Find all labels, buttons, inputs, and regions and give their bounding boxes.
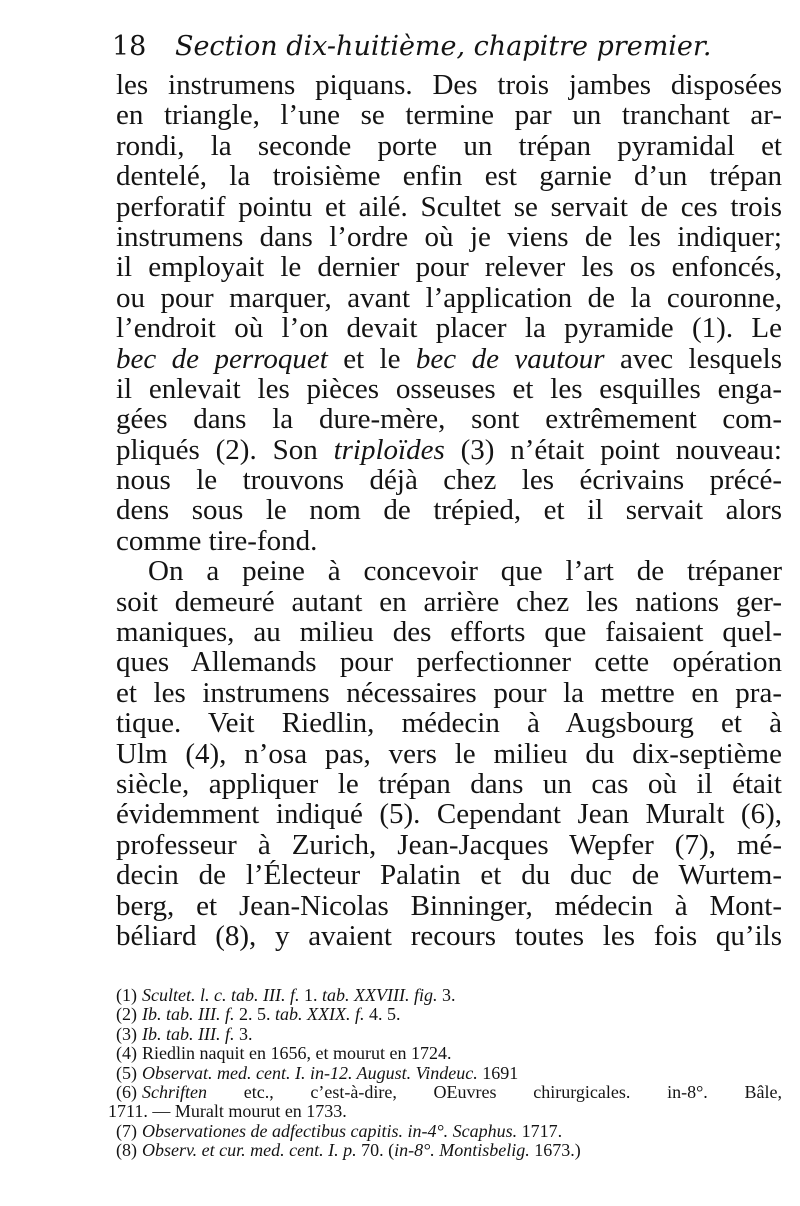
running-title: Section dix-huitième, chapitre premier. [174,31,712,62]
footnote-number: (3) [116,1024,137,1044]
text-line: évidemment indiqué (5). Cependant Jean Muralt (6), [116,799,782,830]
footnote-number: (8) [116,1141,137,1161]
text-segment: pliqués (2). Son [116,434,334,466]
text-line: tique. Veit Riedlin, médecin à Augsbourg et à [116,708,782,739]
footnote [116,1044,782,1063]
italic-ref: Scultet. l. c. tab. III. f. [142,986,300,1005]
text-line: comme tire-fond. [116,525,318,557]
text-line: soit demeuré autant en arrière chez les nations ger- [116,586,782,618]
text-segment: et le [327,343,416,374]
text-line: dens sous le nom de trépied, et il servait alors [116,495,782,526]
italic-ref: in-8°. Montisbelig. [394,1141,530,1161]
footnote [116,1083,782,1102]
italic-ref: Ib. tab. III. f. [142,1005,235,1025]
italic-ref: Ib. tab. III. f. [142,1024,235,1044]
page-number: 18 [112,31,147,62]
text-line: siècle, appliquer le trépan dans un cas où il était [116,768,782,800]
italic-ref: Observ. et cur. med. cent. I. p. [142,1141,357,1161]
text-line: maniques, au milieu des efforts que faisaient quel- [116,617,782,648]
body-text [116,70,782,951]
text-segment: 1691 [477,1063,519,1083]
text-line: On a peine à concevoir que l’art de trépaner [148,556,782,587]
text-line: béliard (8), y avaient recours toutes les fois qu’ils [116,920,782,952]
italic-ref: tab. XXVIII. fig. [321,986,438,1005]
text-segment: 1711. — Muralt mourut en 1733. [108,1102,347,1122]
text-segment: 1. [299,986,322,1005]
text-segment: 1673.) [529,1141,581,1161]
italic-ref: tab. XXIX. f. [274,1005,365,1025]
text-line [116,435,782,465]
footnote-number: (1) [116,986,137,1005]
text-line: dentelé, la troisième enfin est garnie d’un trépan [116,161,782,192]
italic-ref: Schriften [142,1082,207,1102]
footnote [116,1141,782,1160]
footnote [116,1064,782,1083]
text-line: il enlevait les pièces osseuses et les esquilles enga- [116,373,782,405]
italic-ref: Observationes de adfectibus capitis. in-4°. Scaphus. [142,1121,518,1141]
text-segment: Riedlin naquit en 1656, et mourut en 1724. [142,1044,452,1064]
text-line: berg, et Jean-Nicolas Binninger, médecin à Mont- [116,890,782,921]
running-header [112,30,752,64]
footnote-continuation [108,1102,782,1121]
text-line: nous le trouvons déjà chez les écrivains précé- [116,465,782,496]
text-line: rondi, la seconde porte un trépan pyramidal et [116,130,782,162]
text-line: ques Allemands pour perfectionner cette opération [116,647,782,678]
footnote [116,1025,782,1044]
text-segment: 4. 5. [364,1005,401,1025]
text-line: et les instrumens nécessaires pour la mettre en pra- [116,677,782,709]
footnote-number: (5) [116,1063,137,1083]
text-line: l’endroit où l’on devait placer la pyramide (1). Le [116,313,782,344]
footnote-number: (6) [116,1082,137,1102]
text-segment: avec lesquels [604,343,782,374]
text-segment: (3) n’était point nouveau: [444,434,782,466]
text-segment: 70. ( [356,1141,395,1161]
text-segment: etc., c’est-à-dire, OEuvres chirurgicales. in-8°. Bâle, [207,1082,782,1102]
text-line: instrumens dans l’ordre où je viens de les indiquer; [116,221,782,253]
footnote-number: (7) [116,1121,137,1141]
italic-term: bec de perroquet [116,343,328,374]
italic-term: bec de vautour [415,343,605,374]
text-line: gées dans la dure-mère, sont extrêmement com- [116,404,782,435]
text-line: Ulm (4), n’osa pas, vers le milieu du dix-septième [116,738,782,769]
text-segment: 2. 5. [234,1005,275,1025]
text-line: il employait le dernier pour relever les os enfoncés, [116,252,782,283]
text-segment: 3. [234,1024,253,1044]
footnote-number: (4) [116,1044,137,1064]
text-line: ou pour marquer, avant l’application de la couronne, [116,282,782,314]
text-line: les instrumens piquans. Des trois jambes disposées [116,70,782,101]
text-line: decin de l’Électeur Palatin et du duc de Wurtem- [116,860,782,891]
text-line: en triangle, l’une se termine par un tranchant ar- [116,100,782,131]
text-segment: 1717. [517,1121,563,1141]
footnote [116,986,782,1005]
footnote [116,1005,782,1024]
footnotes [108,986,782,1161]
text-line: professeur à Zurich, Jean-Jacques Wepfer (7), mé- [116,829,782,861]
footnote-number: (2) [116,1005,137,1025]
text-segment: 3. [437,986,456,1005]
text-line: perforatif pointu et ailé. Scultet se servait de ces trois [116,191,782,222]
italic-ref: Observat. med. cent. I. in-12. August. Vindeuc. [142,1063,478,1083]
text-line [116,344,782,374]
footnote [116,1122,782,1141]
italic-term: triploïdes [333,434,445,466]
